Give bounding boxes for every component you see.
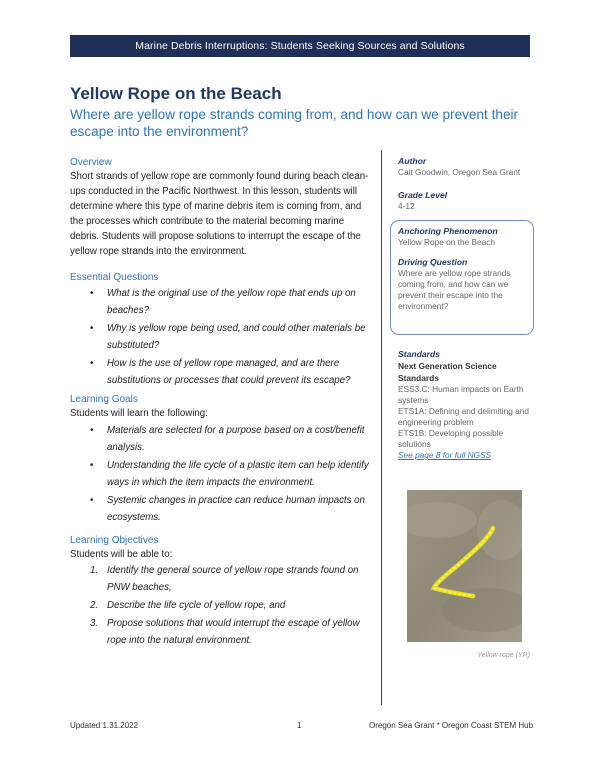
driving-question-value: Where are yellow rope strands coming from, and how can we prevent their escape into the environment? [398, 268, 511, 311]
essential-questions-heading: Essential Questions [70, 272, 159, 283]
phenomenon-box-content [398, 226, 528, 312]
page-subtitle: Where are yellow rope strands coming from, and how can we prevent their escape into the environment? [70, 107, 519, 139]
photo-caption: Yellow rope (YR) [477, 652, 530, 659]
grade-level-label: Grade Level [398, 190, 448, 200]
main-column [70, 156, 370, 650]
footer-updated: Updated 1.31.2022 [70, 721, 139, 730]
essential-questions-list [70, 285, 370, 389]
sidebar [398, 156, 533, 212]
phenomenon-value: Yellow Rope on the Beach [398, 237, 496, 247]
ngss-label: Next Generation Science Standards [398, 361, 497, 383]
standard-item: ESS3.C: Human impacts on Earth systems [398, 384, 524, 405]
standard-item: ETS1B: Developing possible solutions [398, 428, 504, 449]
learning-objectives-intro: Students will be able to: [70, 549, 173, 560]
standards-label: Standards [398, 349, 441, 359]
standards-section [398, 349, 533, 461]
yellow-rope-photo [407, 490, 522, 642]
footer-org: Oregon Sea Grant * Oregon Coast STEM Hub [369, 721, 534, 730]
list-item: • How is the use of yellow rope managed, and are there substitutions or processes that could prevent its escape? [70, 355, 370, 389]
learning-goals-intro: Students will learn the following: [70, 408, 208, 419]
list-item: 2. Describe the life cycle of yellow rope, and [90, 600, 286, 611]
author-label: Author [398, 156, 427, 166]
list-item: • Why is yellow rope being used, and could other materials be substituted? [70, 320, 370, 354]
overview-text: Short strands of yellow rope are commonly found during beach clean-ups conducted in the Pacific Northwest. In this lesson, students will determine where this type of marine debris item is coming from, and the processes which contribute to the material becoming marine debris. Students will propose solutions to interrupt the escape of the yellow rope strands into the environment. [70, 171, 369, 257]
learning-goals-list [70, 422, 370, 526]
footer-page-number: 1 [297, 721, 302, 730]
phenomenon-label: Anchoring Phenomenon [398, 226, 498, 236]
column-divider [381, 150, 382, 705]
list-item: 3. Propose solutions that would interrupt the escape of yellow rope into the natural environment. [90, 618, 360, 646]
page-title: Yellow Rope on the Beach [70, 84, 282, 103]
list-item: • Materials are selected for a purpose based on a cost/benefit analysis. [70, 422, 370, 456]
ngss-link[interactable]: See page 8 for full NGSS [398, 450, 492, 460]
learning-objectives-heading: Learning Objectives [70, 535, 159, 546]
driving-question-label: Driving Question [398, 257, 468, 267]
standard-item: ETS1A: Defining and delimiting and engineering problem [398, 406, 529, 427]
author-value: Cait Goodwin, Oregon Sea Grant [398, 167, 521, 177]
grade-level-value: 4-12 [398, 201, 415, 211]
list-item: 1. Identify the general source of yellow rope strands found on PNW beaches, [90, 565, 359, 593]
list-item: • What is the original use of the yellow rope that ends up on beaches? [70, 285, 370, 319]
header-banner: Marine Debris Interruptions: Students Seeking Sources and Solutions [70, 35, 530, 57]
list-item: • Systemic changes in practice can reduce human impacts on ecosystems. [70, 492, 370, 526]
overview-heading: Overview [70, 157, 112, 168]
learning-goals-heading: Learning Goals [70, 394, 138, 405]
list-item: • Understanding the life cycle of a plastic item can help identify ways in which the item impacts the environment. [70, 457, 370, 491]
learning-objectives-list [70, 562, 370, 649]
